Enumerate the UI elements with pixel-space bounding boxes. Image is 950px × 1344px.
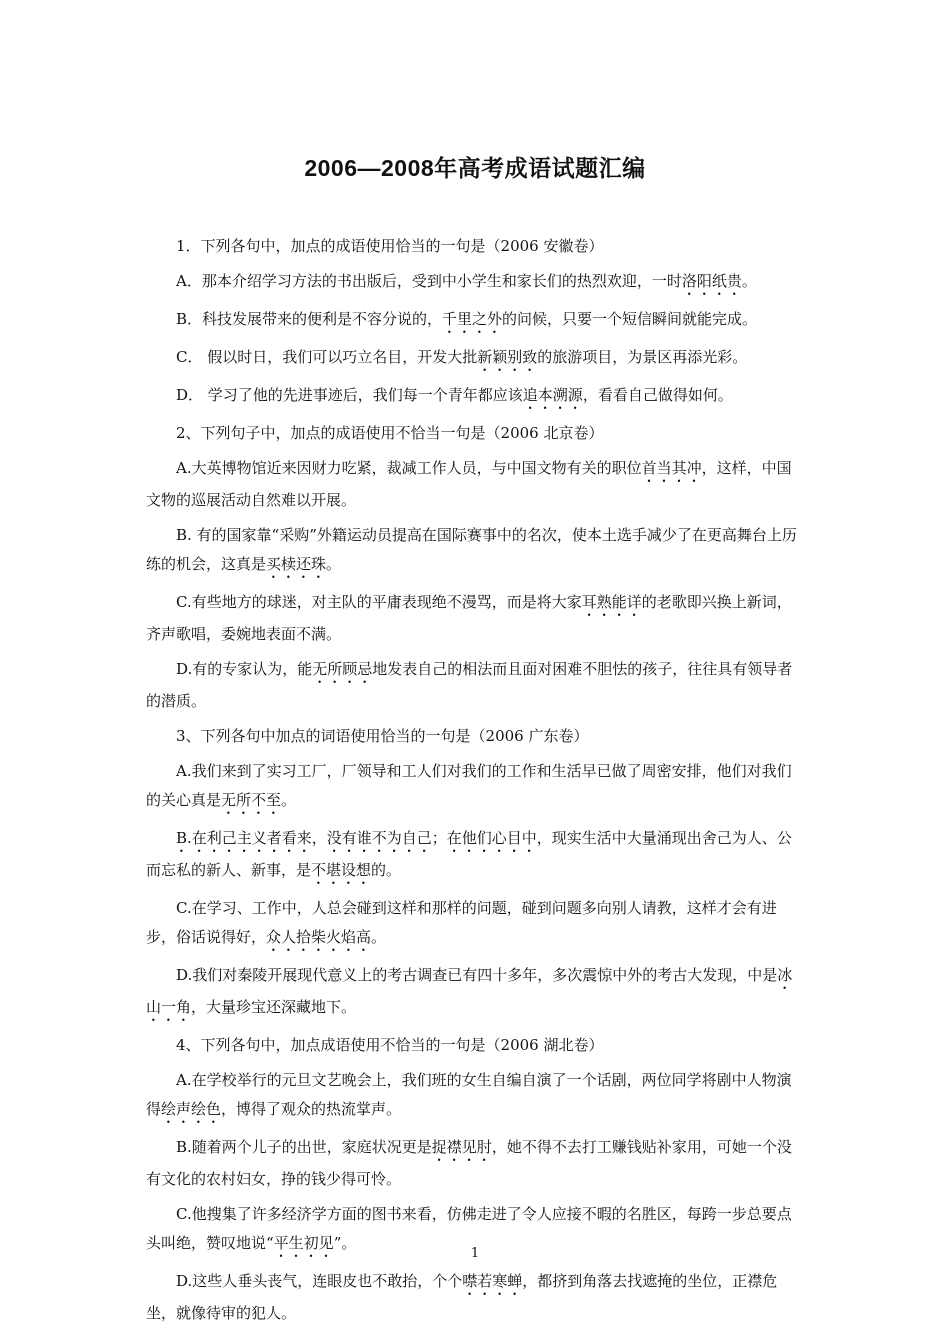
question-2-option-b: B. 有的国家靠“采购”外籍运动员提高在国际赛事中的名次，使本土选手减少了在更高舞台上历练的机会，这真是买椟还珠。 <box>146 526 797 573</box>
question-1-option-d: D． 学习了他的先进事迹后，我们每一个青年都应该追本溯源，看看自己做得如何。 <box>176 386 733 404</box>
emphasized-idiom: 买椟还珠 <box>266 555 327 573</box>
document-body <box>146 232 806 1334</box>
question-4-option-b: B.随着两个儿子的出世，家庭状况更是捉襟见肘，她不得不去打工赚钱贴补家用，可她一个没有文化的农村妇女，挣的钱少得可怜。 <box>146 1138 792 1188</box>
emphasized-idiom: 千里之外 <box>442 310 503 328</box>
emphasized-idiom: 首当其冲 <box>641 459 702 477</box>
question-3-option-c: C.在学习、工作中，人总会碰到这样和那样的问题，碰到问题多向别人请教，这样才会有进步，俗话说得好，众人拾柴火焰高。 <box>146 899 777 946</box>
question-3-prompt: 3、下列各句中加点的词语使用恰当的一句是（2006 广东卷） <box>176 727 589 745</box>
question-1-option-a: A．那本介绍学习方法的书出版后，受到中小学生和家长们的热烈欢迎，一时洛阳纸贵。 <box>176 272 757 290</box>
emphasized-idiom: 追本溯源 <box>522 386 583 404</box>
emphasized-idiom: 耳熟能详 <box>581 593 642 611</box>
emphasized-idiom: 噤若寒蝉 <box>462 1272 523 1290</box>
emphasized-idiom: 无所顾忌 <box>312 660 373 678</box>
question-4-prompt: 4、下列各句中，加点成语使用不恰当的一句是（2006 湖北卷） <box>176 1036 604 1054</box>
question-4-option-a: A.在学校举行的元旦文艺晚会上，我们班的女生自编自演了一个话剧，两位同学将剧中人物演得绘声绘色，博得了观众的热流掌声。 <box>146 1071 792 1118</box>
question-1-option-c: C． 假以时日，我们可以巧立名目，开发大批新颖别致的旅游项目，为景区再添光彩。 <box>176 348 748 366</box>
emphasized-idiom: 冰山一角 <box>146 966 793 1016</box>
emphasized-idiom: 捉襟见肘 <box>431 1138 492 1156</box>
question-2-prompt: 2、下列句子中，加点的成语使用不恰当一句是（2006 北京卷） <box>176 424 604 442</box>
emphasized-idiom: 无所不至 <box>221 791 282 809</box>
question-2-option-d: D.有的专家认为，能无所顾忌地发表自己的相法而且面对困难不胆怯的孩子，往往具有领导者的潜质。 <box>146 660 793 710</box>
question-2-option-c: C.有些地方的球迷，对主队的平庸表现绝不漫骂，而是将大家耳熟能详的老歌即兴换上新词，齐声歌唱，委婉地表面不满。 <box>146 593 792 643</box>
question-3-option-b: B.在利己主义者看来，没有谁不为自己；在他们心目中，现实生活中大量涌现出舍己为人、公而忘私的新人、新事，是不堪设想的。 <box>146 829 792 879</box>
question-4-option-d: D.这些人垂头丧气，连眼皮也不敢抬，个个噤若寒蝉，都挤到角落去找遮掩的坐位，正襟危坐，就像待审的犯人。 <box>146 1272 778 1322</box>
emphasized-idiom: 洛阳纸贵 <box>681 272 742 290</box>
page-number: 1 <box>470 1246 480 1261</box>
emphasized-idiom: 不堪设想 <box>311 861 372 879</box>
question-3-option-d: D.我们对秦陵开展现代意义上的考古调查已有四十多年，多次震惊中外的考古大发现，中是冰山一角，大量珍宝还深藏地下。 <box>146 966 793 1016</box>
emphasized-idiom: 绘声绘色 <box>161 1100 222 1118</box>
emphasized-idiom: 众人拾柴火焰高 <box>266 928 372 946</box>
document-title: 2006—2008年高考成语试题汇编 <box>304 155 646 181</box>
emphasized-idiom: 新颖别致 <box>477 348 538 366</box>
question-2-option-a: A.大英博物馆近来因财力吃紧，裁减工作人员，与中国文物有关的职位首当其冲，这样，中国文物的巡展活动自然难以开展。 <box>146 459 792 509</box>
question-1-prompt: 1．下列各句中，加点的成语使用恰当的一句是（2006 安徽卷） <box>176 237 604 255</box>
question-4-option-c: C.他搜集了许多经济学方面的图书来看，仿佛走进了令人应接不暇的名胜区，每跨一步总要点头叫绝，赞叹地说“平生初见”。 <box>146 1205 792 1252</box>
emphasized-idiom: 平生初见 <box>273 1234 334 1252</box>
emphasized-phrase: B.在利己主义者看来，没有谁不为自己；在他们心目中， <box>176 829 552 847</box>
question-3-option-a: A.我们来到了实习工厂，厂领导和工人们对我们的工作和生活早已做了周密安排，他们对我们的关心真是无所不至。 <box>146 762 792 809</box>
question-1-option-b: B．科技发展带来的便利是不容分说的，千里之外的问候，只要一个短信瞬间就能完成。 <box>176 310 758 328</box>
